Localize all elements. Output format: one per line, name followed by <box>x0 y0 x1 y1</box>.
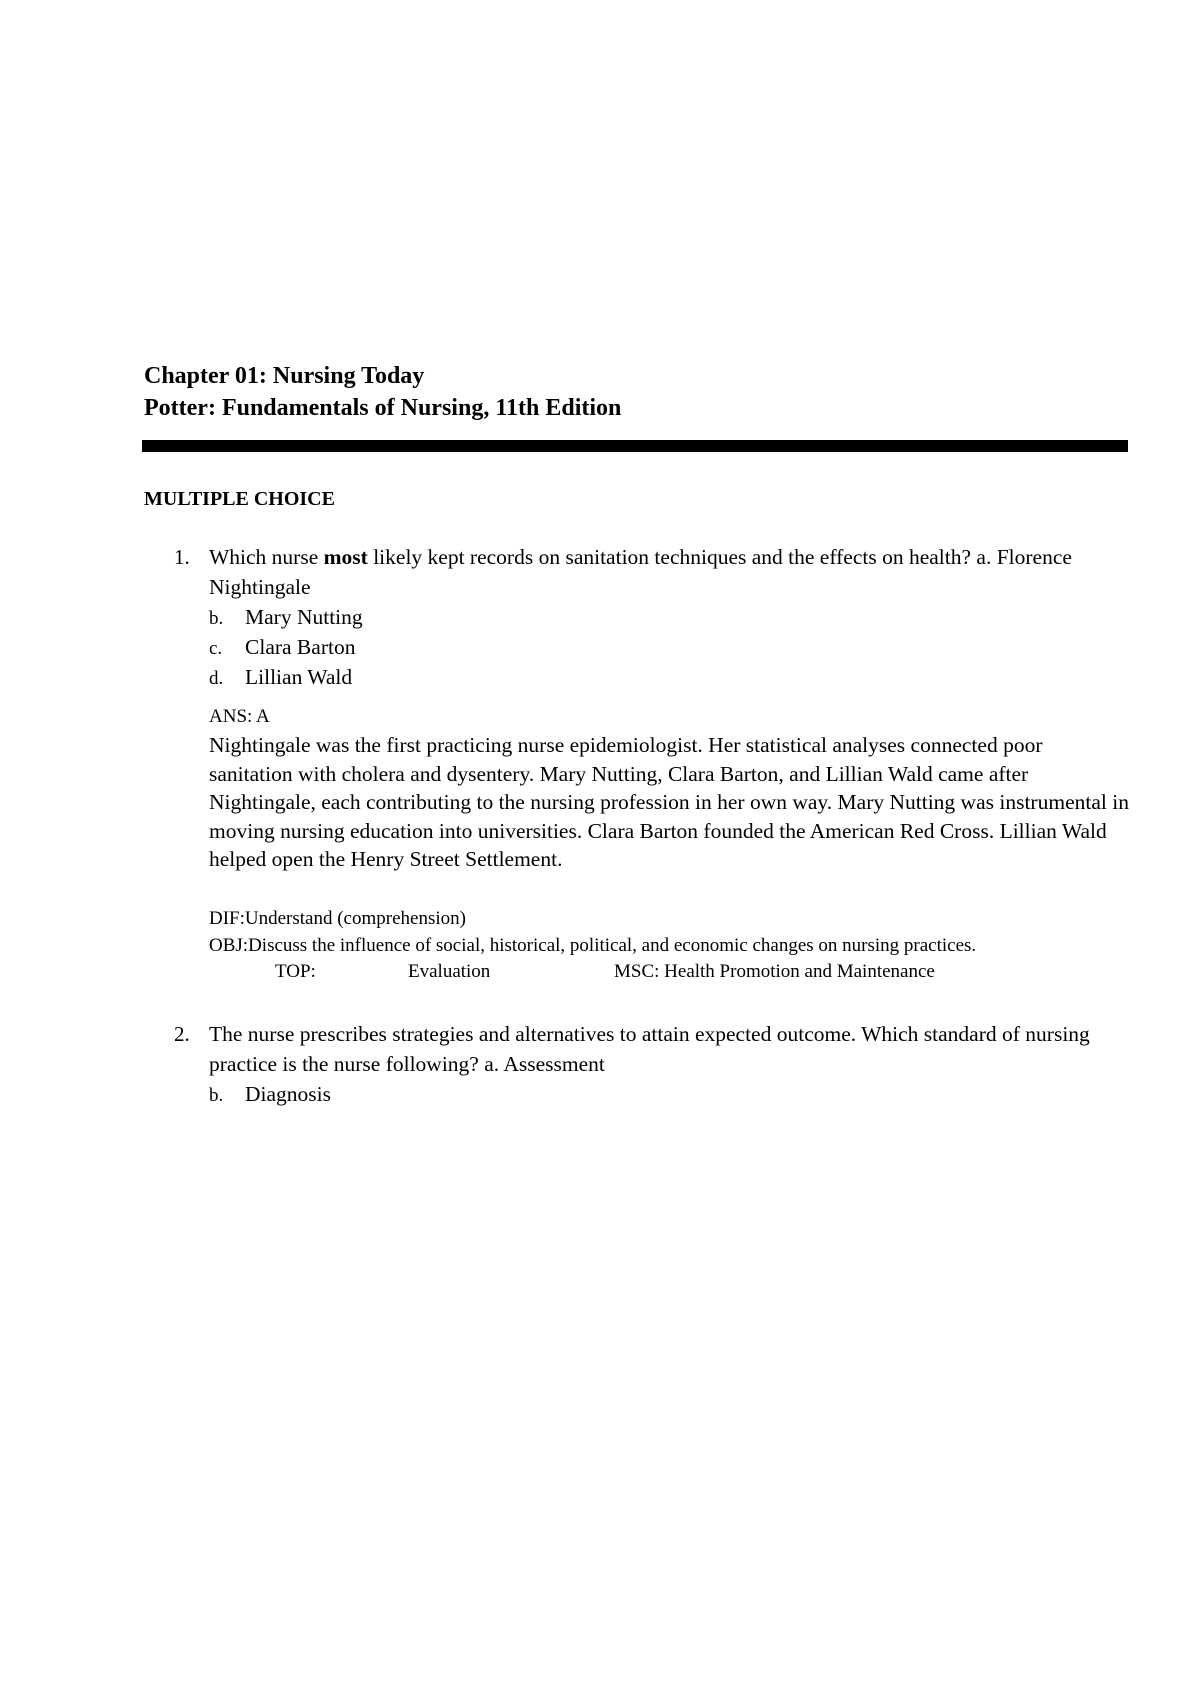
choice-text: Diagnosis <box>245 1082 331 1106</box>
choice-letter: b. <box>209 608 224 629</box>
question-number: 2. <box>174 1022 190 1046</box>
choice-b <box>209 602 363 634</box>
choice-c <box>209 632 355 664</box>
header-divider <box>142 440 1128 452</box>
book-title: Potter: Fundamentals of Nursing, 11th Edition <box>144 395 622 421</box>
choice-letter: b. <box>209 1085 224 1106</box>
topic-row <box>209 958 935 985</box>
choice-text: Lillian Wald <box>245 665 353 689</box>
choice-d <box>209 662 352 694</box>
stem-emphasis: most <box>323 545 368 569</box>
chapter-title: Chapter 01: Nursing Today <box>144 363 425 389</box>
answer-key: ANS: A <box>209 706 270 727</box>
answer-rationale: Nightingale was the first practicing nurse epidemiologist. Her statistical analyses connected poor sanitation with cholera and dysentery. Mary Nutting, Clara Barton, and Lillian Wald came after Nightingale, each contributing to the nursing profession in her own way. Mary Nutting was instrumental in moving nursing education into universities. Clara Barton founded the American Red Cross. Lillian Wald helped open the Henry Street Settlement. <box>209 733 1129 872</box>
stem-text: Which nurse <box>209 545 324 569</box>
document-header <box>144 360 1124 424</box>
stem-text: likely kept records on sanitation techniques and the effects on health? a. Florence Nightingale <box>209 545 1072 599</box>
choice-text: Mary Nutting <box>245 605 363 629</box>
difficulty-label: DIF:Understand (comprehension) <box>209 908 466 929</box>
question-number: 1. <box>174 545 190 569</box>
choice-text: Clara Barton <box>245 635 356 659</box>
msc-label: MSC: Health Promotion and Maintenance <box>614 961 935 982</box>
choice-b <box>209 1079 331 1111</box>
choice-letter: c. <box>209 638 223 659</box>
topic-label: TOP: <box>275 961 316 982</box>
question-stem <box>209 543 1109 602</box>
objective-label: OBJ:Discuss the influence of social, historical, political, and economic changes on nursing practices. <box>209 935 977 956</box>
choice-letter: d. <box>209 668 224 689</box>
topic-value: Evaluation <box>408 961 491 982</box>
section-heading: MULTIPLE CHOICE <box>144 488 335 510</box>
question-stem: The nurse prescribes strategies and alternatives to attain expected outcome. Which standard of nursing practice is the nurse following? a. Assessment <box>209 1022 1090 1076</box>
